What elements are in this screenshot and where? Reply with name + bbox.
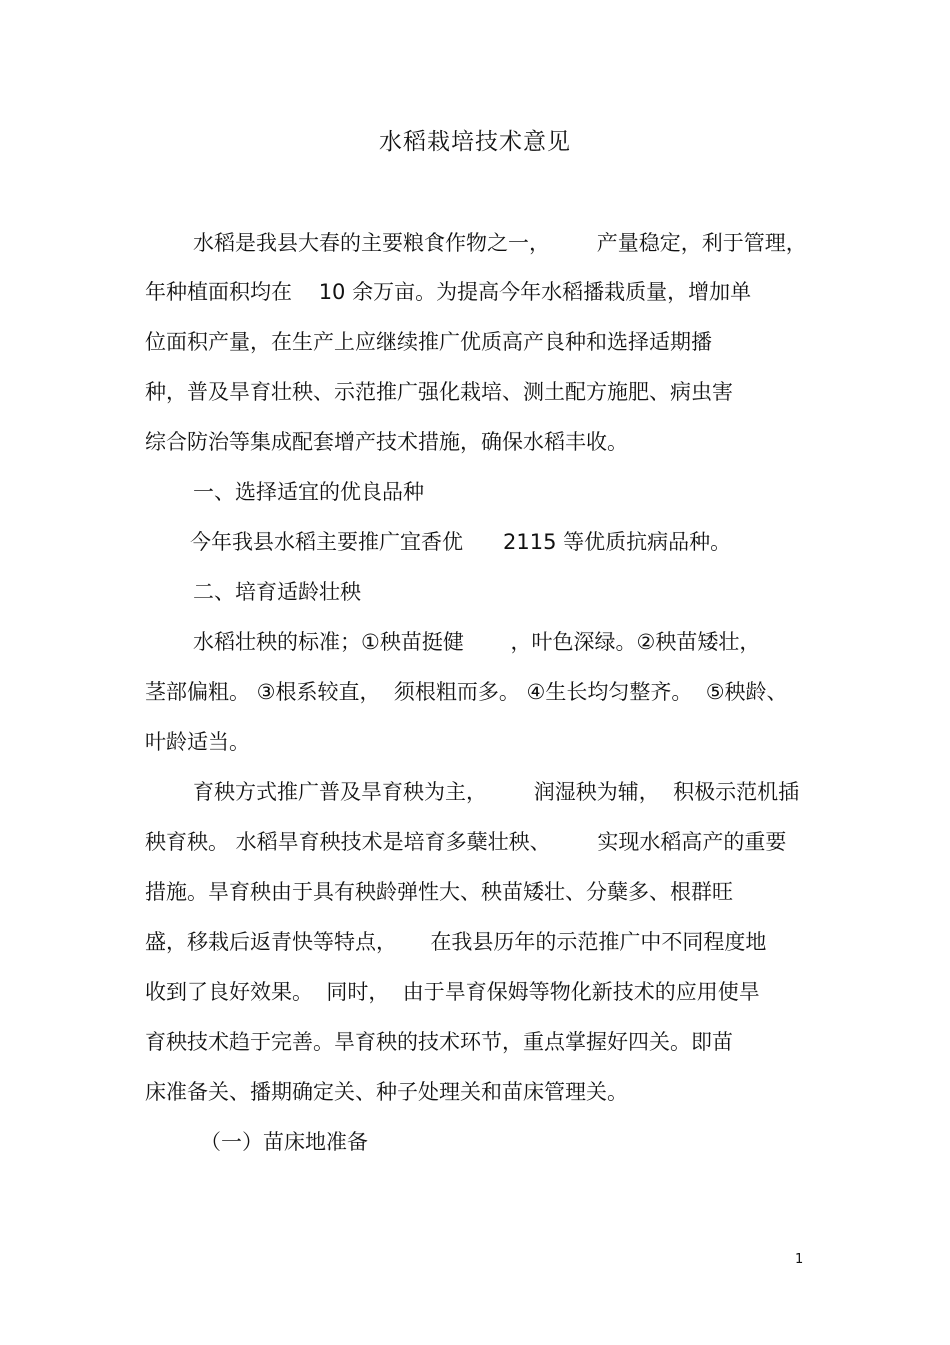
paragraph-line: 茎部偏粗。 ③根系较直， 须根粗而多。 ④生长均匀整齐。 ⑤秧龄、: [145, 680, 788, 704]
paragraph-line: 盛，移栽后返青快等特点， 在我县历年的示范推广中不同程度地: [145, 930, 767, 954]
page-number: 1: [795, 1252, 804, 1267]
paragraph-line: 床准备关、播期确定关、种子处理关和苗床管理关。: [145, 1080, 628, 1104]
paragraph-line: 位面积产量，在生产上应继续推广优质高产良种和选择适期播: [145, 330, 712, 354]
paragraph-line: 措施。旱育秧由于具有秧龄弹性大、秧苗矮壮、分蘖多、根群旺: [145, 880, 733, 904]
section-heading: 一、选择适宜的优良品种: [193, 480, 424, 504]
page-title: 水稻栽培技术意见: [379, 129, 571, 155]
paragraph-line: 今年我县水稻主要推广宜香优 2115 等优质抗病品种。: [190, 530, 732, 554]
subsection-heading: （一）苗床地准备: [200, 1130, 368, 1154]
paragraph-line: 水稻是我县大春的主要粮食作物之一， 产量稳定，利于管理，: [193, 231, 807, 255]
section-heading: 二、培育适龄壮秧: [193, 580, 361, 604]
paragraph-line: 水稻壮秧的标准；①秧苗挺健 ，叶色深绿。②秧苗矮壮，: [193, 630, 761, 654]
paragraph-line: 综合防治等集成配套增产技术措施，确保水稻丰收。: [145, 430, 628, 454]
paragraph-line: 育秧技术趋于完善。旱育秧的技术环节，重点掌握好四关。即苗: [145, 1030, 733, 1054]
paragraph-line: 育秧方式推广普及旱育秧为主， 润湿秧为辅， 积极示范机插: [193, 780, 800, 804]
paragraph-line: 收到了良好效果。 同时， 由于旱育保姆等物化新技术的应用使旱: [145, 980, 760, 1004]
paragraph-line: 年种植面积均在 10 余万亩。为提高今年水稻播栽质量，增加单: [145, 280, 752, 304]
paragraph-line: 种，普及旱育壮秧、示范推广强化栽培、测土配方施肥、病虫害: [145, 380, 733, 404]
paragraph-line: 叶龄适当。: [145, 730, 250, 754]
paragraph-line: 秧育秧。 水稻旱育秧技术是培育多蘖壮秧、 实现水稻高产的重要: [145, 830, 787, 854]
